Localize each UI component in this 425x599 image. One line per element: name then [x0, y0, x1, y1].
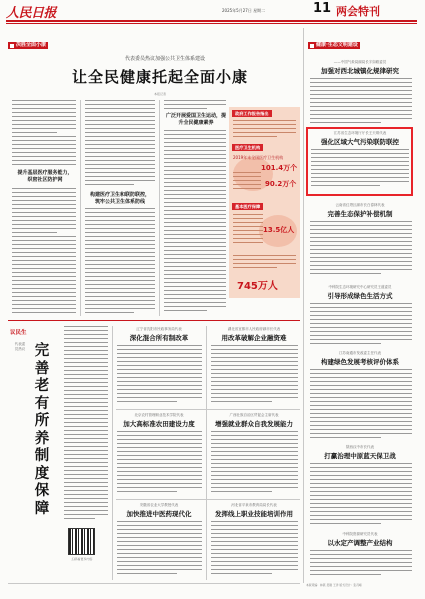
livelihood-kicker: 代表委员热议 [14, 342, 26, 351]
lv-title-2: 用改革破解企业融资难 [221, 334, 287, 342]
column-tag-main-label: 决胜全面小康 [16, 42, 47, 48]
right-article-7-body [310, 550, 412, 580]
header-rule [6, 20, 417, 22]
lv-title-4: 增强就业群众自我发展能力 [215, 420, 293, 428]
row-divider [116, 499, 300, 500]
page-number: 11 [313, 1, 332, 16]
right-title-2: 强化区域大气污染联防联控 [321, 138, 399, 146]
livelihood-vertical-headline: 完善老有所养制度保障 [34, 342, 50, 517]
lv-title-5: 加快推进中医药现代化 [126, 510, 192, 518]
section-separator [8, 320, 300, 321]
right-kicker-5: 江苏南通市发改委主任代表 [339, 351, 381, 355]
column-tag-main [8, 42, 48, 49]
right-article-3-body [310, 221, 412, 275]
lv-body-5 [117, 521, 202, 579]
lv-title-3: 加大高标准农田建设力度 [123, 420, 195, 428]
livelihood-lead-body [64, 326, 108, 524]
lv-body-6 [211, 521, 298, 579]
column-divider [80, 100, 81, 316]
lv-body-2 [211, 345, 298, 405]
lv-kicker-6: 河北省平泉市教育局局长代表 [231, 503, 277, 507]
infographic-title-2: 医疗卫生机构 [232, 144, 263, 151]
right-kicker-4: 中科院生态环境研究中心研究员王道委员 [328, 285, 392, 289]
lv-body-4 [211, 431, 298, 495]
main-kicker: 代表委员热议加强公共卫生体系建设 [124, 56, 205, 62]
lv-kicker-3: 北京农村管理职业技术学院代表 [134, 413, 184, 417]
lv-title-1: 深化混合所有制改革 [129, 334, 189, 342]
right-kicker-2: 江苏省生态环境厅厅长王天琪代表 [333, 131, 387, 135]
infographic-text [233, 255, 296, 273]
qr-code[interactable] [68, 528, 95, 555]
infographic-title-3: 基本医疗保障 [232, 203, 263, 210]
lv-kicker-1: 辽宁省沈阳市民政事务局代表 [136, 327, 182, 331]
infographic-text [233, 120, 296, 140]
infographic-stat-1-value: 101.4万个 [261, 164, 298, 172]
page-footer: 本版责编：林燕 吴刚 王洋 版式设计：张丹峰 [306, 583, 362, 587]
issue-date: 2025年5月27日 星期二 [222, 8, 266, 13]
lv-title-6: 发挥线上职业技能培训作用 [215, 510, 293, 518]
main-subhead-2: 构建医疗卫生和联防联控，筑牢公共卫生体系防线 [89, 192, 150, 205]
lv-kicker-2: 湖北省宜都市人民政府副市长代表 [227, 327, 281, 331]
section-title: 两会特刊 [336, 5, 380, 18]
column-divider [112, 326, 113, 580]
lv-body-3 [117, 431, 202, 495]
right-article-4-body [310, 303, 412, 345]
right-title-7: 以水定产调整产业结构 [327, 539, 393, 547]
infographic-stat-2-value: 90.2万个 [265, 180, 297, 188]
right-kicker-7: 中科院资源研究员代表 [342, 532, 378, 536]
infographic-text [233, 172, 261, 196]
main-article-col3-top [164, 100, 226, 112]
right-kicker-6: 陕西汉中市长代表 [346, 445, 374, 449]
infographic-stat-3-value: 13.5亿人 [263, 226, 295, 234]
main-article-col1-top [12, 100, 76, 168]
infographic-stat-1-label: 2019年末全国医疗卫生机构 [233, 155, 284, 160]
right-title-6: 打赢治理中原蓝天保卫战 [324, 452, 396, 460]
right-title-1: 加强对西北城镇化规律研究 [321, 67, 399, 75]
main-headline: 让全民健康托起全面小康 [71, 68, 248, 86]
newspaper-logo: 人民日报 [6, 5, 57, 21]
column-tag-right [308, 42, 360, 49]
right-article-2-body [311, 149, 409, 191]
qr-caption: 扫码看更多内容 [71, 557, 93, 561]
column-divider [206, 326, 207, 580]
right-article-5-body [310, 369, 412, 441]
main-subhead-3: 广泛开展爱国卫生运动，提升全民健康素养 [166, 113, 227, 126]
masthead [6, 3, 56, 19]
right-kicker-3: 云南省红塔区副市长白春林代表 [335, 203, 385, 207]
main-subhead-1: 提升基层医疗服务能力，织密社区防护网 [17, 170, 73, 183]
row-divider [116, 409, 300, 410]
bottom-rule [8, 583, 300, 584]
header-rule-thin [6, 23, 417, 24]
right-title-4: 引导形成绿色生活方式 [327, 292, 393, 300]
main-article-col2-top [85, 100, 155, 188]
right-article-6-body [310, 463, 412, 527]
lv-kicker-5: 安徽省农业大学教授代表 [139, 503, 179, 507]
right-title-3: 完善生态保护补偿机制 [327, 210, 393, 218]
main-byline: 本报记者 [153, 92, 166, 96]
right-column-divider [303, 28, 304, 583]
main-article-col2-bottom [85, 208, 155, 316]
column-divider [159, 100, 160, 316]
infographic-text [233, 214, 263, 252]
right-article-1-body [310, 78, 412, 124]
column-tag-livelihood: 议民生 [10, 330, 27, 336]
main-article-col3-bottom [164, 130, 226, 316]
right-title-5: 构建绿色发展考核评价体系 [321, 358, 399, 366]
right-kicker-1: ——中国气象局副局长宇如聪委员 [333, 60, 387, 64]
health-infographic [229, 107, 300, 298]
lv-body-1 [117, 345, 202, 405]
lv-kicker-4: 广西壮族自治区贸促会主席代表 [229, 413, 279, 417]
main-article-col1-bottom [12, 188, 76, 316]
infographic-title-1: 政府工作报告指出 [232, 110, 272, 117]
column-tag-right-label: 健康·生态文明建设 [316, 42, 358, 48]
infographic-big-number: 745万人 [237, 281, 278, 292]
